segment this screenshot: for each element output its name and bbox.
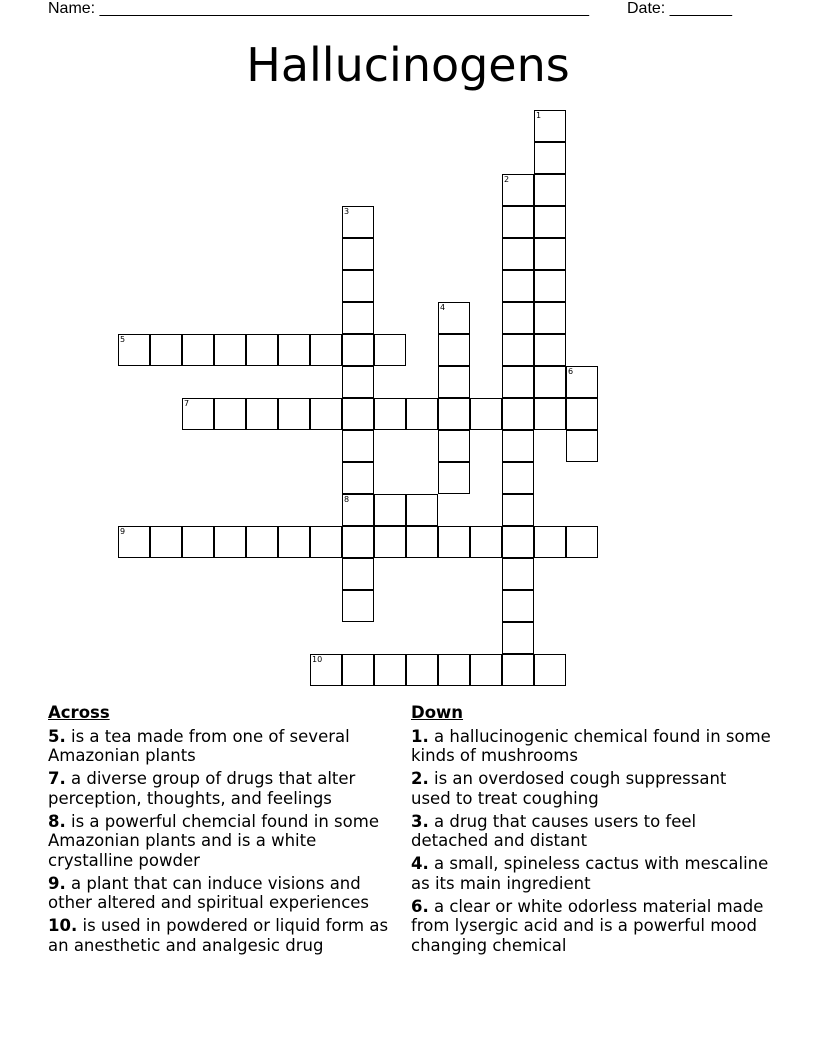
grid-cell[interactable] [406,398,438,430]
clue-across-9 [48,874,403,913]
grid-cell[interactable] [534,270,566,302]
grid-cell[interactable] [438,334,470,366]
clue-number-label: 3 [344,207,350,216]
grid-cell[interactable] [438,526,470,558]
grid-cell[interactable] [502,398,534,430]
grid-cell[interactable] [342,270,374,302]
grid-cell[interactable] [150,526,182,558]
clue-number: 6. [411,896,429,916]
clue-text: is an overdosed cough suppressant used to treat coughing [411,769,727,808]
grid-cell[interactable] [502,174,534,206]
clue-number: 5. [48,726,66,746]
grid-cell[interactable] [310,654,342,686]
grid-cell[interactable] [534,654,566,686]
grid-cell[interactable] [342,366,374,398]
grid-cell[interactable] [278,334,310,366]
grid-cell[interactable] [342,526,374,558]
grid-cell[interactable] [502,206,534,238]
grid-cell[interactable] [438,462,470,494]
grid-cell[interactable] [342,590,374,622]
clue-down-1 [411,727,771,766]
grid-cell[interactable] [502,654,534,686]
clue-text: a plant that can induce visions and other altered and spiritual experiences [48,873,370,912]
grid-cell[interactable] [566,398,598,430]
grid-cell[interactable] [470,654,502,686]
grid-cell[interactable] [438,398,470,430]
grid-cell[interactable] [534,334,566,366]
grid-cell[interactable] [406,526,438,558]
grid-cell[interactable] [566,430,598,462]
clue-number-label: 2 [504,175,510,184]
page-title: Hallucinogens [246,38,570,92]
grid-cell[interactable] [534,238,566,270]
grid-cell[interactable] [310,526,342,558]
grid-cell[interactable] [342,430,374,462]
across-clues [48,703,403,959]
clue-text: a clear or white odorless material made from lysergic acid and is a powerful mood changing chemical [411,896,764,955]
clue-text: a diverse group of drugs that alter perception, thoughts, and feelings [48,769,356,808]
clue-number: 7. [48,769,66,788]
clue-number: 10. [48,916,78,935]
grid-cell[interactable] [470,398,502,430]
clue-text: is used in powdered or liquid form as an anesthetic and analgesic drug [48,916,389,955]
clue-number-label: 4 [440,303,446,312]
clue-text: is a powerful chemcial found in some Amazonian plants and is a white crystalline powder [48,811,379,870]
clue-number-label: 1 [536,111,542,120]
grid-cell[interactable] [534,302,566,334]
clue-across-5 [48,727,403,766]
clue-down-3 [411,812,771,851]
grid-cell[interactable] [502,558,534,590]
clue-across-10 [48,916,403,955]
grid-cell[interactable] [182,398,214,430]
grid-cell[interactable] [374,526,406,558]
clue-number-label: 8 [344,495,350,504]
clue-number-label: 9 [120,527,126,536]
grid-cell[interactable] [374,494,406,526]
grid-cell[interactable] [310,398,342,430]
grid-cell[interactable] [438,366,470,398]
across-heading: Across [48,703,110,722]
clue-down-6 [411,897,771,956]
grid-cell[interactable] [342,462,374,494]
grid-cell[interactable] [246,398,278,430]
grid-cell[interactable] [374,654,406,686]
grid-cell[interactable] [406,494,438,526]
clue-number: 2. [411,769,429,788]
grid-cell[interactable] [182,526,214,558]
grid-cell[interactable] [118,526,150,558]
grid-cell[interactable] [470,526,502,558]
grid-cell[interactable] [534,526,566,558]
name-field[interactable]: Name: _______________________________________________________ [48,0,589,17]
grid-cell[interactable] [566,366,598,398]
clue-across-7 [48,769,403,808]
grid-cell[interactable] [310,334,342,366]
grid-cell[interactable] [502,366,534,398]
grid-cell[interactable] [342,302,374,334]
down-clues [411,703,771,959]
grid-cell[interactable] [502,462,534,494]
clue-number-label: 5 [120,335,126,344]
grid-cell[interactable] [342,206,374,238]
clue-number: 9. [48,873,66,893]
grid-cell[interactable] [502,590,534,622]
grid-cell[interactable] [374,398,406,430]
clue-number: 3. [411,811,429,831]
grid-cell[interactable] [534,142,566,174]
clue-text: a small, spineless cactus with mescaline as its main ingredient [411,854,769,893]
grid-cell[interactable] [278,526,310,558]
clue-down-2 [411,769,771,808]
grid-cell[interactable] [566,526,598,558]
grid-cell[interactable] [502,526,534,558]
clue-text: a hallucinogenic chemical found in some kinds of mushrooms [411,726,771,765]
clue-number-label: 10 [312,655,323,664]
grid-cell[interactable] [150,334,182,366]
grid-cell[interactable] [534,206,566,238]
grid-cell[interactable] [502,430,534,462]
clue-down-4 [411,854,771,893]
grid-cell[interactable] [214,526,246,558]
grid-cell[interactable] [534,174,566,206]
grid-cell[interactable] [342,398,374,430]
grid-cell[interactable] [534,110,566,142]
grid-cell[interactable] [438,654,470,686]
grid-cell[interactable] [438,302,470,334]
grid-cell[interactable] [246,526,278,558]
grid-cell[interactable] [214,398,246,430]
grid-cell[interactable] [502,622,534,654]
grid-cell[interactable] [342,494,374,526]
clue-text: is a tea made from one of several Amazonian plants [48,726,350,765]
grid-cell[interactable] [214,334,246,366]
grid-cell[interactable] [246,334,278,366]
grid-cell[interactable] [502,302,534,334]
clue-text: a drug that causes users to feel detached and distant [411,811,697,850]
clue-number: 1. [411,726,429,746]
clue-number: 4. [411,854,429,873]
clue-number-label: 7 [184,399,190,408]
clue-number: 8. [48,811,66,831]
grid-cell[interactable] [502,494,534,526]
clue-number-label: 6 [568,367,574,376]
grid-cell[interactable] [406,654,438,686]
grid-cell[interactable] [342,654,374,686]
down-heading: Down [411,703,464,722]
grid-cell[interactable] [534,398,566,430]
date-field[interactable]: Date: _______ [627,0,732,17]
grid-cell[interactable] [342,334,374,366]
grid-cell[interactable] [502,334,534,366]
grid-cell[interactable] [342,558,374,590]
grid-cell[interactable] [374,334,406,366]
grid-cell[interactable] [278,398,310,430]
clue-across-8 [48,812,403,871]
grid-cell[interactable] [438,430,470,462]
grid-cell[interactable] [502,270,534,302]
grid-cell[interactable] [502,238,534,270]
grid-cell[interactable] [182,334,214,366]
grid-cell[interactable] [534,366,566,398]
grid-cell[interactable] [342,238,374,270]
grid-cell[interactable] [118,334,150,366]
